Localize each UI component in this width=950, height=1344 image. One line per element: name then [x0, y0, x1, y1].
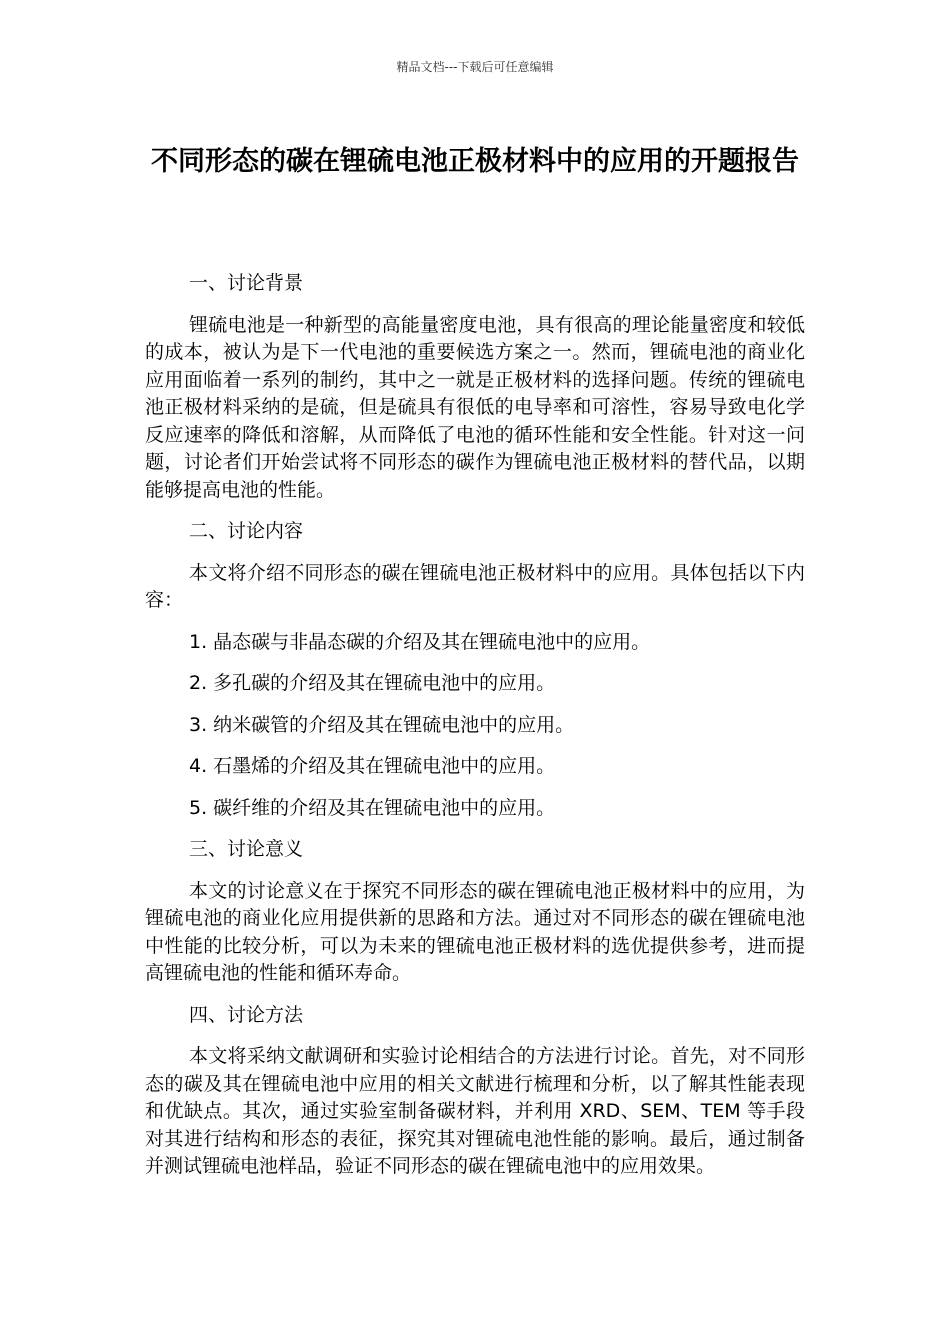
section-paragraph-background: 锂硫电池是一种新型的高能量密度电池，具有很高的理论能量密度和较低的成本，被认为是下一代电池的重要候选方案之一。然而，锂硫电池的商业化应用面临着一系列的制约，其中之一就是正极材料的选择问题。传统的锂硫电池正极材料采纳的是硫，但是硫具有很低的电导率和可溶性，容易导致电化学反应速率的降低和溶解，从而降低了电池的循环性能和安全性能。针对这一问题，讨论者们开始尝试将不同形态的碳作为锂硫电池正极材料的替代品，以期能够提高电池的性能。 — [145, 313, 805, 501]
list-item: 4. 石墨烯的介绍及其在锂硫电池中的应用。 — [189, 755, 556, 777]
section-paragraph-content: 本文将介绍不同形态的碳在锂硫电池正极材料中的应用。具体包括以下内容： — [145, 561, 805, 611]
section-paragraph-method: 本文将采纳文献调研和实验讨论相结合的方法进行讨论。首先，对不同形态的碳及其在锂硫电池中应用的相关文献进行梳理和分析，以了解其性能表现和优缺点。其次，通过实验室制备碳材料，并利用 XRD、SEM、TEM 等手段对其进行结构和形态的表征，探究其对锂硫电池性能的影响。最后，通过制备并测试锂硫电池样品，验证不同形态的碳在锂硫电池中的应用效果。 — [145, 1045, 805, 1177]
document-body — [145, 270, 805, 1195]
document-title: 不同形态的碳在锂硫电池正极材料中的应用的开题报告 — [151, 146, 799, 177]
list-item: 3. 纳米碳管的介绍及其在锂硫电池中的应用。 — [189, 713, 575, 736]
section-heading-significance: 三、讨论意义 — [189, 838, 304, 860]
section-heading-method: 四、讨论方法 — [189, 1003, 304, 1026]
header-note: 精品文档---下载后可任意编辑 — [396, 60, 554, 74]
section-heading-content: 二、讨论内容 — [189, 520, 304, 542]
section-heading-background: 一、讨论背景 — [189, 272, 304, 294]
list-item: 1. 晶态碳与非晶态碳的介绍及其在锂硫电池中的应用。 — [189, 630, 651, 653]
section-paragraph-significance: 本文的讨论意义在于探究不同形态的碳在锂硫电池正极材料中的应用，为锂硫电池的商业化应用提供新的思路和方法。通过对不同形态的碳在锂硫电池中性能的比较分析，可以为未来的锂硫电池正极材料的选优提供参考，进而提高锂硫电池的性能和循环寿命。 — [145, 879, 805, 984]
list-item: 5. 碳纤维的介绍及其在锂硫电池中的应用。 — [189, 796, 556, 819]
list-item: 2. 多孔碳的介绍及其在锂硫电池中的应用。 — [189, 672, 556, 694]
